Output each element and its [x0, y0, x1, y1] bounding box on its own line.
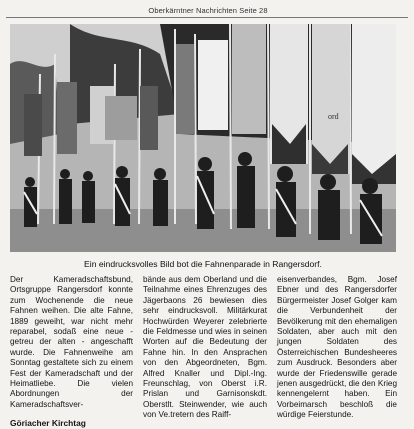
photo-caption: Ein eindrucksvolles Bild bot die Fahnenparade in Rangersdorf. — [84, 259, 322, 269]
article-column-2 — [143, 275, 267, 420]
article-column-1 — [10, 275, 133, 429]
flag-parade-photo — [10, 24, 396, 252]
svg-text:ord: ord — [328, 112, 339, 121]
article-text-3: eisenverbandes, Bgm. Josef Ebner und des Rangersdorfer Bürgermeister Josef Golger kam die Verbundenheit der Bevölkerung mit den ehemaligen Soldaten, aber auch mit den jungen Soldaten des Österreichischen Bundesheeres zum Ausdruck. Besonders aber wurde der Friedenswille gerade jenen ausgedrückt, die den Krieg kennengelernt haben. Ein Vorbeimarsch beschloß die würdige Feierstunde. — [277, 275, 397, 420]
article-column-3 — [277, 275, 397, 420]
running-header: Oberkärntner Nachrichten Seite 28 — [148, 6, 268, 15]
header-rule — [6, 17, 408, 18]
article-text-2: bände aus dem Oberland und die Teilnahme eines Ehrenzuges des Jägerbaons 26 bewiesen dies sehr eindrucksvoll. Militärkurat Hochwürden Weyerer zelebrierte die Feldmesse und wies in seinen Worten auf die Bedeutung der Fahne hin. In den Ansprachen von den Abgeordneten, Bgm. Alfred Knaller und Dipl.-Ing. Freunschlag, von Oberst i.R. Prislan und Garnisonskdt. Oberstlt. Steinwender, wie auch von Ve.tretern des Raiff- — [143, 275, 267, 420]
subheading: Göriacher Kirchtag — [10, 418, 86, 429]
article-text-1: Der Kameradschaftsbund, Ortsgruppe Rangersdorf konnte zum Wochenende die neue Fahnen weihen. Die alte Fahne, 1889 geweiht, war nicht mehr reparabel, sodaß eine neue - getreu der alten - angeschafft wurde. Die Fahnenweihe am Sonntag gestaltete sich zu einem Fest der Kameradschaft und der Heimatliebe. Die vielen Abordnungen der Kameradschaftsver- — [10, 275, 133, 409]
